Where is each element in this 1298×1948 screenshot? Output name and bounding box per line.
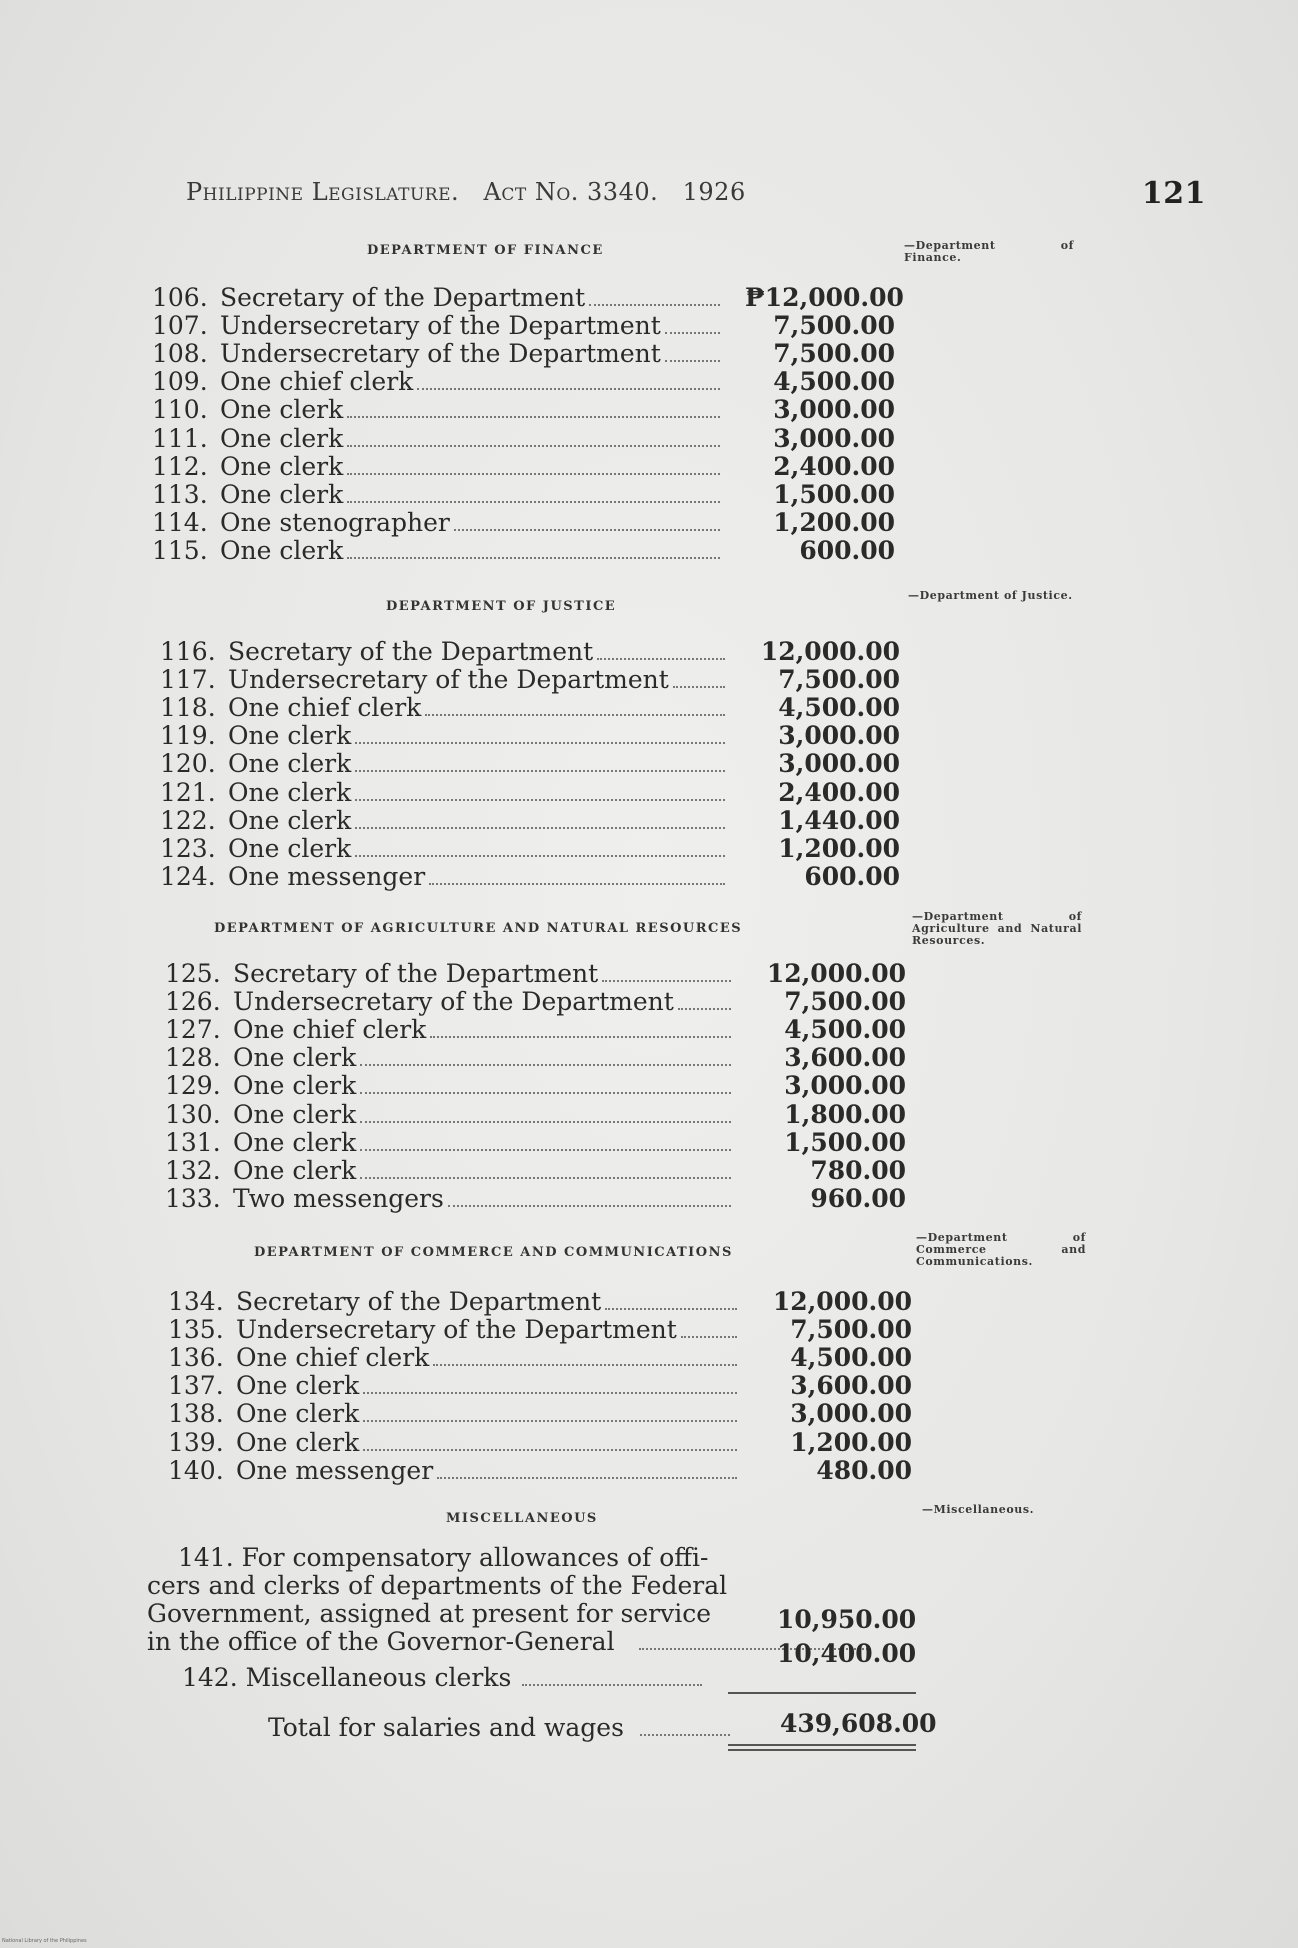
appropriation-row xyxy=(168,1400,912,1428)
item-number: 126. xyxy=(165,987,221,1017)
item-description: Secretary of the Department xyxy=(236,1287,602,1316)
header-year: 1926 xyxy=(682,178,746,206)
item-amount: 600.00 xyxy=(804,861,900,891)
item-amount: 1,500.00 xyxy=(773,479,895,509)
header-act: Act No. 3340. xyxy=(483,178,659,206)
item-number: 107. xyxy=(152,311,208,341)
leader-dots xyxy=(360,1121,731,1123)
appropriation-row xyxy=(160,863,900,891)
leader-dots xyxy=(448,1205,731,1207)
margin-note-miscellaneous: —Miscellaneous. xyxy=(922,1503,1035,1516)
item-description: One messenger xyxy=(228,861,426,891)
appropriation-row xyxy=(160,835,900,863)
item-amount: 3,000.00 xyxy=(773,423,895,453)
item-amount: 7,500.00 xyxy=(773,339,895,369)
appropriation-row xyxy=(160,807,900,835)
item-amount: 3,600.00 xyxy=(790,1371,912,1401)
item-description: Undersecretary of the Department xyxy=(233,987,674,1017)
leader-dots xyxy=(433,1364,737,1366)
item-description: One clerk xyxy=(233,1155,357,1185)
total-row xyxy=(268,1709,937,1742)
total-amount: 439,608.00 xyxy=(780,1709,937,1738)
item-number: 138. xyxy=(168,1399,224,1429)
item-description: One chief clerk xyxy=(233,1015,427,1045)
leader-dots xyxy=(589,304,720,306)
item-number: 140. xyxy=(168,1455,224,1485)
item-amount: 3,000.00 xyxy=(778,749,900,779)
item-amount: ₱12,000.00 xyxy=(745,283,904,312)
item-description: Secretary of the Department xyxy=(220,283,586,312)
leader-dots xyxy=(429,883,725,885)
leader-dots xyxy=(347,416,720,418)
section-heading-agriculture: DEPARTMENT OF AGRICULTURE AND NATURAL RESOURCES xyxy=(214,921,743,936)
item-number: 110. xyxy=(152,395,208,425)
header-title: Philippine Legislature. xyxy=(186,178,460,206)
item-description: Undersecretary of the Department xyxy=(220,311,661,341)
appropriation-row xyxy=(160,666,900,694)
item-description: Two messengers xyxy=(233,1183,444,1213)
item-number: 127. xyxy=(165,1015,221,1045)
footer-note: National Library of the Philippines xyxy=(2,1938,87,1944)
item-number: 118. xyxy=(160,693,216,723)
item-number: 129. xyxy=(165,1071,221,1101)
section-heading-justice: DEPARTMENT OF JUSTICE xyxy=(386,599,617,614)
leader-dots xyxy=(360,1177,731,1179)
item-description: One clerk xyxy=(233,1127,357,1157)
item-description: One chief clerk xyxy=(236,1343,430,1373)
leader-dots xyxy=(347,501,720,503)
item-description: One stenographer xyxy=(220,507,450,537)
item-142-desc: 142. Miscellaneous clerks xyxy=(182,1664,512,1692)
item-number: 136. xyxy=(168,1343,224,1373)
item-number: 130. xyxy=(165,1099,221,1129)
item-number: 111. xyxy=(152,423,208,453)
leader-dots xyxy=(347,557,720,559)
leader-dots xyxy=(360,1149,731,1151)
item-amount: 1,200.00 xyxy=(773,507,895,537)
item-number: 119. xyxy=(160,721,216,751)
appropriation-row xyxy=(152,340,895,368)
item-amount: 1,440.00 xyxy=(778,805,900,835)
item-number: 124. xyxy=(160,861,216,891)
item-number: 109. xyxy=(152,367,208,397)
leader-dots xyxy=(363,1420,737,1422)
item-amount: 1,200.00 xyxy=(790,1427,912,1457)
item-amount: 4,500.00 xyxy=(790,1343,912,1373)
margin-note-commerce: —Department of Commerce and Communications. xyxy=(916,1231,1086,1268)
item-number: 108. xyxy=(152,339,208,369)
item-number: 115. xyxy=(152,535,208,565)
item-amount: 3,000.00 xyxy=(773,395,895,425)
leader-dots xyxy=(454,529,720,531)
item-description: One clerk xyxy=(233,1099,357,1129)
item-amount: 3,000.00 xyxy=(778,721,900,751)
item-description: One clerk xyxy=(236,1371,360,1401)
appropriation-row xyxy=(152,537,895,565)
leader-dots xyxy=(417,388,720,390)
item-number: 128. xyxy=(165,1043,221,1073)
item-description: One chief clerk xyxy=(220,367,414,397)
leader-dots xyxy=(363,1449,737,1451)
item-number: 137. xyxy=(168,1371,224,1401)
item-number: 112. xyxy=(152,451,208,481)
item-number: 121. xyxy=(160,777,216,807)
item-amount: 12,000.00 xyxy=(766,959,906,988)
page-number: 121 xyxy=(1141,176,1206,211)
item-amount: 12,000.00 xyxy=(772,1287,912,1316)
item-number: 106. xyxy=(152,283,208,312)
leader-dots xyxy=(678,1008,731,1010)
item-141-line-2: cers and clerks of departments of the Federal xyxy=(147,1571,728,1600)
item-number: 120. xyxy=(160,749,216,779)
item-description: Undersecretary of the Department xyxy=(236,1315,677,1345)
item-amount: 4,500.00 xyxy=(784,1015,906,1045)
appropriation-row xyxy=(160,722,900,750)
item-number: 114. xyxy=(152,507,208,537)
item-description: One clerk xyxy=(220,451,344,481)
item-number: 123. xyxy=(160,833,216,863)
appropriation-row xyxy=(152,283,904,312)
item-141-line-3: Government, assigned at present for service xyxy=(147,1599,712,1628)
item-amount: 780.00 xyxy=(810,1155,906,1185)
item-description: One clerk xyxy=(228,777,352,807)
item-number: 131. xyxy=(165,1127,221,1157)
item-description: One clerk xyxy=(220,535,344,565)
item-description: Secretary of the Department xyxy=(233,959,599,988)
item-amount: 7,500.00 xyxy=(778,665,900,695)
leader-dots xyxy=(360,1092,731,1094)
item-number: 132. xyxy=(165,1155,221,1185)
item-amount: 4,500.00 xyxy=(778,693,900,723)
leader-dots xyxy=(665,332,720,334)
leader-dots xyxy=(425,714,725,716)
appropriation-row xyxy=(152,425,895,453)
item-description: Secretary of the Department xyxy=(228,637,594,666)
item-amount: 1,200.00 xyxy=(778,833,900,863)
leader-dots xyxy=(665,360,720,362)
section-heading-finance: DEPARTMENT OF FINANCE xyxy=(367,243,604,258)
item-description: One clerk xyxy=(233,1071,357,1101)
subtotal-rule xyxy=(728,1692,916,1694)
item-amount: 4,500.00 xyxy=(773,367,895,397)
item-description: One clerk xyxy=(220,479,344,509)
section-heading-miscellaneous: MISCELLANEOUS xyxy=(446,1511,598,1526)
appropriation-row xyxy=(165,988,906,1016)
item-141-line-1: 141. For compensatory allowances of offi- xyxy=(178,1543,709,1572)
appropriation-row xyxy=(165,1072,906,1100)
margin-note-agriculture: —Department of Agriculture and Natural Resources. xyxy=(912,910,1082,947)
item-number: 125. xyxy=(165,959,221,988)
leader-dots xyxy=(522,1684,702,1686)
item-description: One clerk xyxy=(228,749,352,779)
item-description: Undersecretary of the Department xyxy=(228,665,669,695)
appropriation-row xyxy=(152,312,895,340)
item-description: One chief clerk xyxy=(228,693,422,723)
item-amount: 7,500.00 xyxy=(790,1315,912,1345)
leader-dots xyxy=(355,855,725,857)
leader-dots xyxy=(605,1308,737,1310)
appropriation-row xyxy=(168,1288,912,1316)
appropriation-row xyxy=(165,1044,906,1072)
item-number: 135. xyxy=(168,1315,224,1345)
item-description: One messenger xyxy=(236,1455,434,1485)
item-amount: 480.00 xyxy=(816,1455,912,1485)
item-amount: 3,600.00 xyxy=(784,1043,906,1073)
leader-dots xyxy=(363,1392,737,1394)
leader-dots xyxy=(355,742,725,744)
item-number: 133. xyxy=(165,1183,221,1213)
item-amount: 960.00 xyxy=(810,1183,906,1213)
margin-note-justice: —Department of Justice. xyxy=(908,589,1073,602)
item-amount: 2,400.00 xyxy=(773,451,895,481)
leader-dots xyxy=(347,473,720,475)
appropriation-row xyxy=(165,1101,906,1129)
appropriation-row xyxy=(165,960,906,988)
item-amount: 600.00 xyxy=(799,535,895,565)
leader-dots xyxy=(355,770,725,772)
appropriation-row xyxy=(165,1185,906,1213)
item-number: 134. xyxy=(168,1287,224,1316)
item-142-amount: 10,400.00 xyxy=(777,1639,917,1668)
appropriation-row xyxy=(165,1016,906,1044)
item-description: Undersecretary of the Department xyxy=(220,339,661,369)
item-141-amount: 10,950.00 xyxy=(777,1605,917,1634)
appropriation-row xyxy=(152,396,895,424)
appropriation-row xyxy=(168,1457,912,1485)
item-description: One clerk xyxy=(220,395,344,425)
item-description: One clerk xyxy=(220,423,344,453)
leader-dots xyxy=(597,658,725,660)
item-amount: 7,500.00 xyxy=(784,987,906,1017)
appropriation-row xyxy=(160,694,900,722)
leader-dots xyxy=(360,1064,731,1066)
appropriation-row xyxy=(168,1429,912,1457)
item-description: One clerk xyxy=(228,805,352,835)
leader-dots xyxy=(640,1734,730,1736)
appropriation-row xyxy=(165,1157,906,1185)
appropriation-row xyxy=(160,750,900,778)
appropriation-row xyxy=(168,1316,912,1344)
leader-dots xyxy=(430,1036,731,1038)
item-description: One clerk xyxy=(236,1399,360,1429)
item-number: 116. xyxy=(160,637,216,666)
leader-dots xyxy=(681,1336,737,1338)
appropriation-row xyxy=(152,509,895,537)
leader-dots xyxy=(347,445,720,447)
item-amount: 3,000.00 xyxy=(790,1399,912,1429)
leader-dots xyxy=(355,799,725,801)
item-description: One clerk xyxy=(228,833,352,863)
item-description: One clerk xyxy=(236,1427,360,1457)
leader-dots xyxy=(602,980,731,982)
leader-dots xyxy=(437,1477,737,1479)
appropriation-row xyxy=(165,1129,906,1157)
item-amount: 2,400.00 xyxy=(778,777,900,807)
item-number: 113. xyxy=(152,479,208,509)
leader-dots xyxy=(673,686,725,688)
item-amount: 1,800.00 xyxy=(784,1099,906,1129)
leader-dots xyxy=(355,827,725,829)
item-amount: 3,000.00 xyxy=(784,1071,906,1101)
margin-note-finance: —Department of Finance. xyxy=(904,239,1074,264)
appropriation-row xyxy=(152,481,895,509)
item-description: One clerk xyxy=(233,1043,357,1073)
item-number: 139. xyxy=(168,1427,224,1457)
appropriation-row xyxy=(160,779,900,807)
item-number: 122. xyxy=(160,805,216,835)
total-label: Total for salaries and wages xyxy=(268,1714,624,1742)
item-amount: 7,500.00 xyxy=(773,311,895,341)
appropriation-row xyxy=(168,1372,912,1400)
item-amount: 12,000.00 xyxy=(760,637,900,666)
appropriation-row xyxy=(160,638,900,666)
total-double-rule xyxy=(728,1744,916,1751)
item-number: 117. xyxy=(160,665,216,695)
section-heading-commerce: DEPARTMENT OF COMMERCE AND COMMUNICATIONS xyxy=(254,1245,733,1260)
appropriation-row xyxy=(152,453,895,481)
appropriation-row xyxy=(168,1344,912,1372)
item-amount: 1,500.00 xyxy=(784,1127,906,1157)
appropriation-row xyxy=(152,368,895,396)
item-description: One clerk xyxy=(228,721,352,751)
item-141-line-4: in the office of the Governor-General xyxy=(147,1628,615,1656)
